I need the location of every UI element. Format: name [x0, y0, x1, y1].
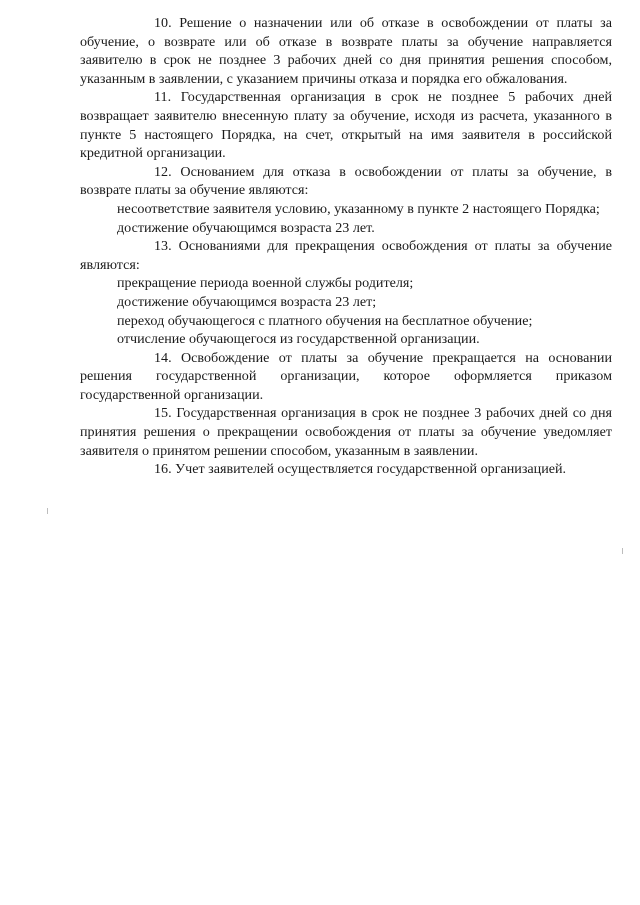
- paragraph-number: 10.: [154, 15, 172, 31]
- list-item: отчисление обучающегося из государственной организации.: [117, 331, 480, 348]
- list-item: переход обучающегося с платного обучения на бесплатное обучение;: [117, 312, 533, 329]
- list-item: несоответствие заявителя условию, указанному в пункте 2 настоящего Порядка;: [117, 200, 600, 217]
- paragraph-number: 12.: [154, 163, 172, 180]
- paragraph-14: [80, 349, 612, 405]
- list-item: достижение обучающимся возраста 23 лет.: [117, 219, 375, 236]
- paragraph-number: 14.: [154, 349, 172, 366]
- list-item: прекращение периода военной службы родителя;: [117, 275, 414, 292]
- document-body: [80, 14, 612, 479]
- paragraph-16: [80, 460, 612, 479]
- paragraph-12: [80, 163, 612, 200]
- paragraph-text: Основанием для отказа в освобождении от платы за обучение, в возврате платы за обучение являются:: [80, 163, 613, 199]
- paragraph-number: 16.: [154, 461, 172, 478]
- paragraph-text: Учет заявителей осуществляется государственной организацией.: [175, 461, 567, 478]
- paragraph-15: [80, 404, 612, 460]
- paragraph-11: [80, 88, 612, 162]
- paragraph-number: 11.: [154, 89, 172, 106]
- list-item: достижение обучающимся возраста 23 лет;: [117, 293, 377, 310]
- paragraph-text: Решение о назначении или об отказе в освобождении от платы за обучение, о возврате или об отказе в возврате платы за обучение направляется заявителю в срок не позднее 3 рабочих дней со дня принятия решения способом, указанным в заявлении, с указанием причины отказа и порядка его обжалования.: [80, 15, 612, 87]
- paragraph-number: 13.: [154, 238, 172, 255]
- paragraph-number: 15.: [154, 405, 172, 422]
- paragraph-10: [80, 14, 612, 88]
- paragraph-text: Государственная организация в срок не позднее 3 рабочих дней со дня принятия решения о прекращении освобождения от платы за обучение уведомляет заявителя о принятом решении способом, указанным в заявлении.: [80, 405, 612, 459]
- scan-artifact-right: [622, 548, 623, 554]
- paragraph-13: [80, 237, 612, 274]
- paragraph-text: Основаниями для прекращения освобождения от платы за обучение являются:: [80, 238, 612, 273]
- scan-artifact-left: [47, 508, 48, 514]
- paragraph-text: Государственная организация в срок не позднее 5 рабочих дней возвращает заявителю внесенную плату за обучение, исходя из расчета, указанного в пункте 5 настоящего Порядка, на счет, открытый на имя заявителя в российской кредитной организации.: [80, 89, 612, 162]
- paragraph-text: Освобождение от платы за обучение прекращается на основании решения государственной организации, которое оформляется приказом государственной организации.: [80, 349, 612, 403]
